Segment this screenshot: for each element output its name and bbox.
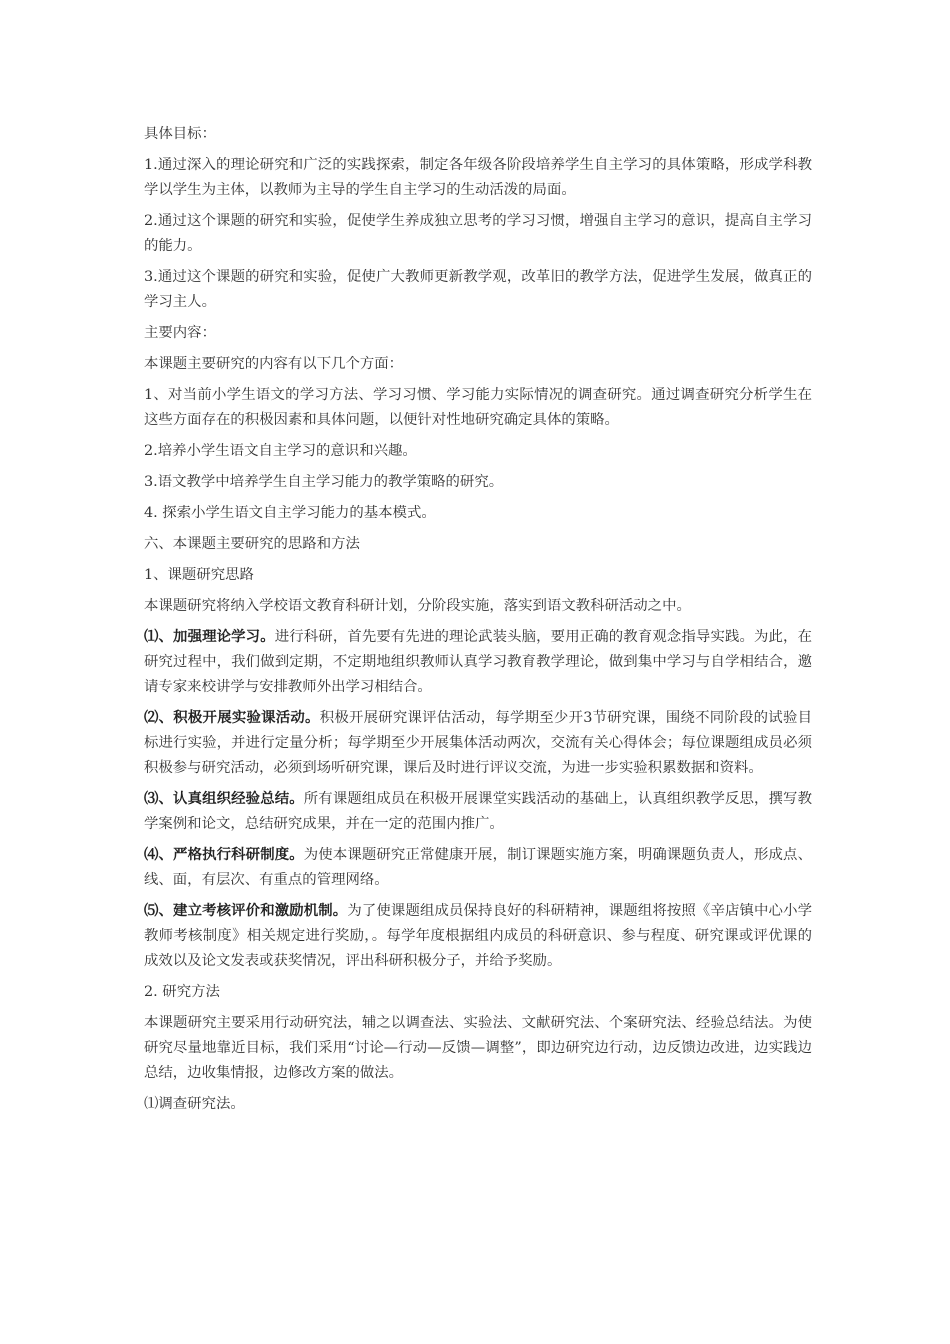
method-item-1: ⑴调查研究法。: [144, 1096, 245, 1112]
approach-item-5-title: ⑸、建立考核评价和激励机制。: [144, 903, 348, 919]
approach-item-1-title: ⑴、加强理论学习。: [144, 629, 275, 645]
heading-specific-goals: 具体目标：: [144, 126, 216, 142]
content-item-2: 2.培养小学生语文自主学习的意识和兴趣。: [144, 443, 417, 459]
approach-item-2-title: ⑵、积极开展实验课活动。: [144, 710, 320, 726]
goal-item-3: 3.通过这个课题的研究和实验，促使广大教师更新教学观，改革旧的教学方法，促进学生发展，做真正的学习主人。: [144, 269, 812, 310]
approach-item-4-title: ⑷、严格执行科研制度。: [144, 847, 304, 863]
approach-intro: 本课题研究将纳入学校语文教育科研计划，分阶段实施，落实到语文教科研活动之中。: [144, 598, 691, 614]
document-body: [144, 122, 812, 1123]
subheading-research-approach: 1、课题研究思路: [144, 567, 254, 583]
approach-item-3: ⑶、认真组织经验总结。所有课题组成员在积极开展课堂实践活动的基础上，认真组织教学反思，撰写教学案例和论文，总结研究成果，并在一定的范围内推广。: [144, 791, 812, 832]
content-item-1: 1、对当前小学生语文的学习方法、学习习惯、学习能力实际情况的调查研究。通过调查研究分析学生在这些方面存在的积极因素和具体问题，以便针对性地研究确定具体的策略。: [144, 387, 812, 428]
methods-paragraph: 本课题研究主要采用行动研究法，辅之以调查法、实验法、文献研究法、个案研究法、经验总结法。为使研究尽量地靠近目标，我们采用“讨论—行动—反馈—调整”，即边研究边行动，边反馈边改进，边实践边总结，边收集情报，边修改方案的做法。: [144, 1015, 812, 1081]
approach-item-5: ⑸、建立考核评价和激励机制。为了使课题组成员保持良好的科研精神，课题组将按照《辛店镇中心小学教师考核制度》相关规定进行奖励，。每学年度根据组内成员的科研意识、参与程度、研究课或评优课的成效以及论文发表或获奖情况，评出科研积极分子，并给予奖励。: [144, 903, 812, 969]
approach-item-3-title: ⑶、认真组织经验总结。: [144, 791, 304, 807]
approach-item-4: ⑷、严格执行科研制度。为使本课题研究正常健康开展，制订课题实施方案，明确课题负责人，形成点、线、面，有层次、有重点的管理网络。: [144, 847, 812, 888]
content-item-3: 3.语文教学中培养学生自主学习能力的教学策略的研究。: [144, 474, 504, 490]
approach-item-1: ⑴、加强理论学习。进行科研，首先要有先进的理论武装头脑，要用正确的教育观念指导实践。为此，在研究过程中，我们做到定期，不定期地组织教师认真学习教育教学理论，做到集中学习与自学相结合，邀请专家来校讲学与安排教师外出学习相结合。: [144, 629, 812, 695]
goal-item-2: 2.通过这个课题的研究和实验，促使学生养成独立思考的学习习惯，增强自主学习的意识，提高自主学习的能力。: [144, 213, 812, 254]
heading-main-content: 主要内容：: [144, 325, 216, 341]
approach-item-2: ⑵、积极开展实验课活动。积极开展研究课评估活动，每学期至少开3节研究课，围绕不同阶段的试验目标进行实验，并进行定量分析；每学期至少开展集体活动两次，交流有关心得体会；每位课题组成员必须积极参与研究活动，必须到场听研究课，课后及时进行评议交流，为进一步实验积累数据和资料。: [144, 710, 812, 776]
content-item-4: 4. 探索小学生语文自主学习能力的基本模式。: [144, 505, 436, 521]
goal-item-1: 1.通过深入的理论研究和广泛的实践探索，制定各年级各阶段培养学生自主学习的具体策略，形成学科教学以学生为主体，以教师为主导的学生自主学习的生动活泼的局面。: [144, 157, 812, 198]
section-heading-6: 六、本课题主要研究的思路和方法: [144, 536, 360, 552]
content-intro: 本课题主要研究的内容有以下几个方面：: [144, 356, 404, 372]
subheading-research-methods: 2. 研究方法: [144, 984, 220, 1000]
